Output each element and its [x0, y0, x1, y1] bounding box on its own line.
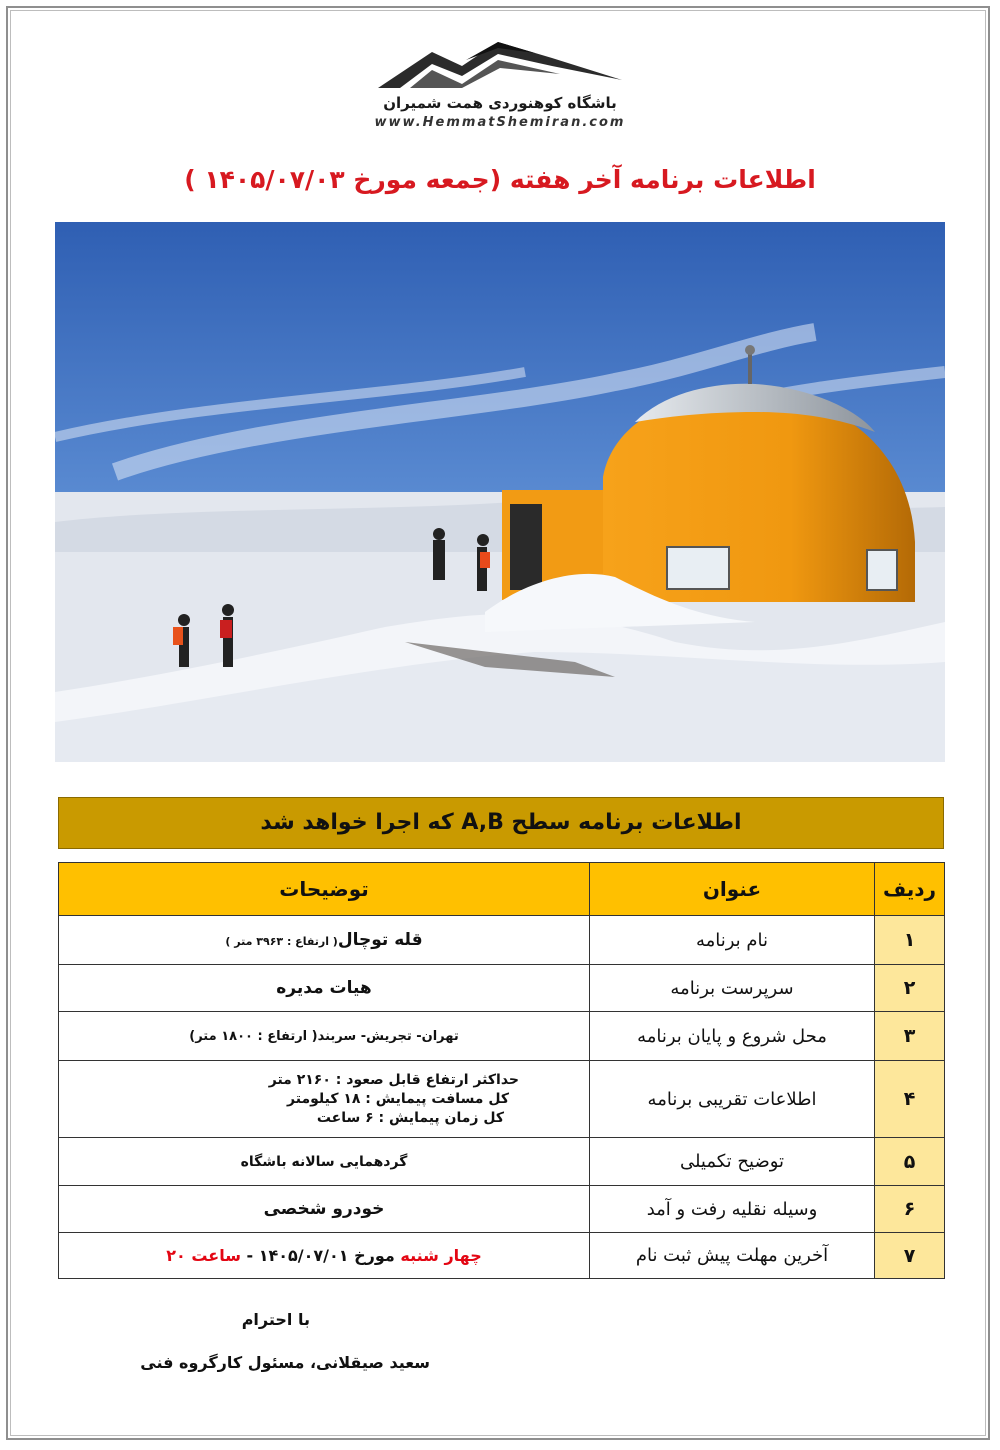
- signature: سعید صیقلانی، مسئول کارگروه فنی: [140, 1353, 430, 1372]
- row-description: خودرو شخصی: [59, 1186, 590, 1233]
- club-name: باشگاه کوهنوردی همت شمیران: [383, 94, 617, 112]
- row-title: نام برنامه: [590, 916, 875, 965]
- deadline-time: ساعت ۲۰: [166, 1246, 241, 1265]
- mountain-shelter-photo: [55, 222, 945, 762]
- row-title: سرپرست برنامه: [590, 965, 875, 1012]
- row-number: ۵: [875, 1138, 945, 1186]
- table-row: [59, 1012, 945, 1061]
- row-number: ۶: [875, 1186, 945, 1233]
- table-row: [59, 965, 945, 1012]
- club-website: www.HemmatShemiran.com: [374, 115, 626, 130]
- total-distance: کل مسافت پیمایش : ۱۸ کیلومتر: [287, 1090, 509, 1107]
- row-number: ۱: [875, 916, 945, 965]
- header-description: توضیحات: [59, 863, 590, 916]
- row-title: اطلاعات تقریبی برنامه: [590, 1061, 875, 1138]
- closing-text: با احترام: [241, 1310, 310, 1329]
- program-info-table: [58, 862, 945, 1279]
- page-title: اطلاعات برنامه آخر هفته (جمعه مورخ ۱۴۰۵/۰۷/۰۳ ): [184, 165, 816, 194]
- row-description: [59, 1233, 590, 1279]
- table-row: [59, 1233, 945, 1279]
- row-description: هیات مدیره: [59, 965, 590, 1012]
- row-number: ۴: [875, 1061, 945, 1138]
- peak-name: قله توچال: [337, 930, 423, 950]
- row-number: ۳: [875, 1012, 945, 1061]
- deadline-date: مورخ ۱۴۰۵/۰۷/۰۱ -: [246, 1246, 395, 1265]
- section-header: اطلاعات برنامه سطح A,B که اجرا خواهد شد: [58, 797, 944, 849]
- table-row: [59, 1186, 945, 1233]
- row-number: ۷: [875, 1233, 945, 1279]
- club-logo: [360, 30, 640, 150]
- table-row: [59, 1138, 945, 1186]
- row-title: محل شروع و پایان برنامه: [590, 1012, 875, 1061]
- row-title: آخرین مهلت پیش ثبت نام: [590, 1233, 875, 1279]
- header-title: عنوان: [590, 863, 875, 916]
- header-row-number: ردیف: [875, 863, 945, 916]
- row-description: [59, 1061, 590, 1138]
- max-altitude: حداکثر ارتفاع قابل صعود : ۲۱۶۰ متر: [268, 1071, 519, 1088]
- table-row: [59, 1061, 945, 1138]
- row-title: وسیله نقلیه رفت و آمد: [590, 1186, 875, 1233]
- table-header-row: [59, 863, 945, 916]
- row-description: [59, 916, 590, 965]
- deadline-day: چهار شنبه: [400, 1246, 482, 1265]
- peak-altitude-note: ( ارتفاع : ۳۹۶۳ متر ): [225, 935, 338, 948]
- row-number: ۲: [875, 965, 945, 1012]
- total-time: کل زمان پیمایش : ۶ ساعت: [316, 1109, 504, 1126]
- row-description: گردهمایی سالانه باشگاه: [59, 1138, 590, 1186]
- row-description: تهران- تجریش- سربند( ارتفاع : ۱۸۰۰ متر): [59, 1012, 590, 1061]
- mountain-logo-icon: [370, 30, 630, 92]
- table-row: [59, 916, 945, 965]
- row-title: توضیح تکمیلی: [590, 1138, 875, 1186]
